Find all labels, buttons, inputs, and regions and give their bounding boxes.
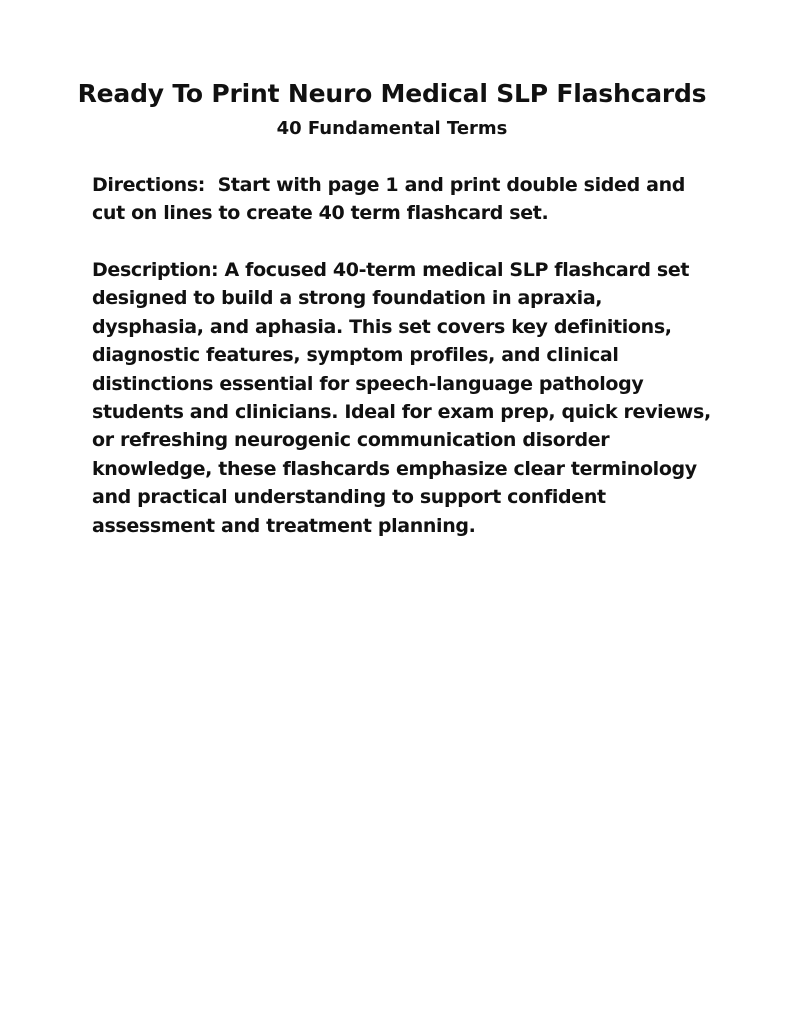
paragraph-line: designed to build a strong foundation in apraxia, (92, 287, 603, 310)
paragraph-line: distinctions essential for speech-language pathology (92, 372, 644, 395)
paragraph-line: assessment and treatment planning. (92, 514, 476, 537)
paragraph-line: dysphasia, and aphasia. This set covers key definitions, (92, 315, 672, 338)
directions-paragraph (92, 171, 685, 228)
paragraph-line: diagnostic features, symptom profiles, and clinical (92, 344, 619, 367)
page-subtitle: 40 Fundamental Terms (276, 118, 508, 139)
description-paragraph (92, 256, 711, 540)
paragraph-line: and practical understanding to support confident (92, 486, 606, 509)
page-title: Ready To Print Neuro Medical SLP Flashcards (77, 79, 707, 108)
paragraph-line: or refreshing neurogenic communication disorder (92, 429, 610, 452)
paragraph-line: Directions: Start with page 1 and print double sided and (92, 174, 686, 196)
paragraph-line: knowledge, these flashcards emphasize clear terminology (92, 457, 697, 480)
paragraph-line: students and clinicians. Ideal for exam prep, quick reviews, (92, 401, 711, 424)
paragraph-line: Description: A focused 40-term medical SLP flashcard set (92, 259, 690, 281)
paragraph-line: cut on lines to create 40 term flashcard set. (92, 202, 549, 225)
